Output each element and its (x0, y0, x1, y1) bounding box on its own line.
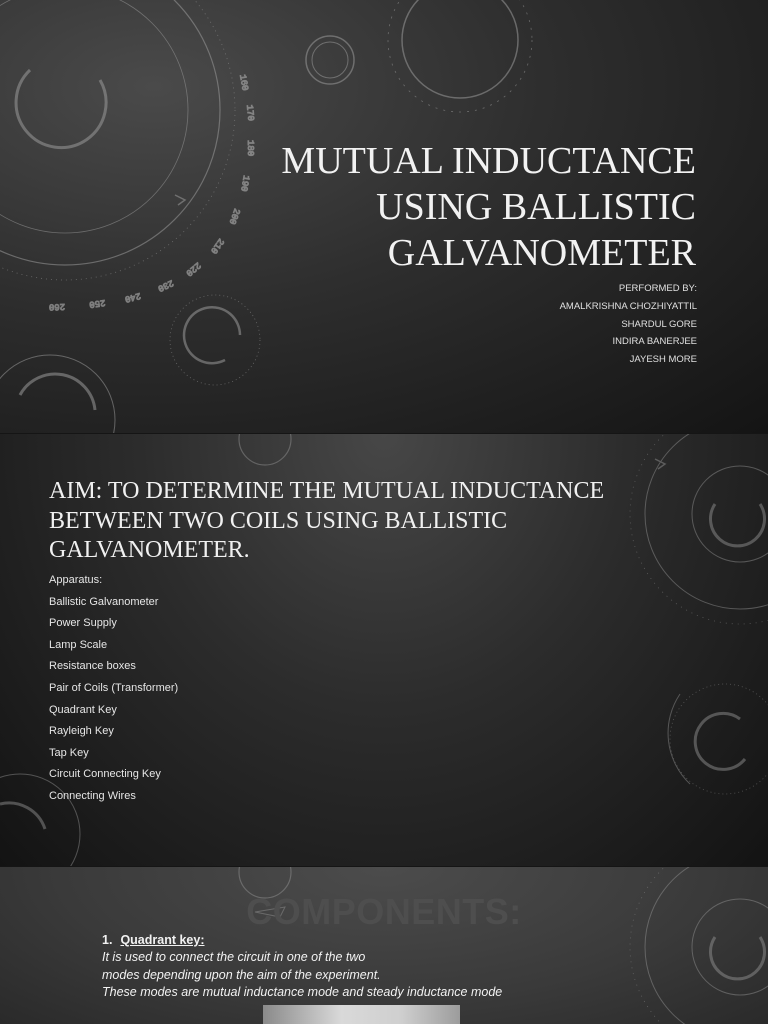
item-number: 1. (102, 933, 113, 947)
member-name: AMALKRISHNA CHOZHIYATTIL (559, 300, 697, 312)
component-item (102, 933, 205, 947)
aim-slide (0, 434, 768, 866)
list-item: Quadrant Key (49, 703, 117, 716)
list-item: Circuit Connecting Key (49, 768, 161, 781)
dial-tick-label: 240 (123, 290, 142, 304)
components-heading: COMPONENTS: (246, 891, 522, 932)
components-slide (0, 867, 768, 1024)
title-slide (0, 0, 768, 433)
list-item: Lamp Scale (49, 638, 108, 651)
dial-tick-label: 230 (156, 277, 175, 294)
dial-tick-label: 170 (244, 104, 256, 122)
dial-tick-label: 220 (183, 259, 203, 278)
quadrant-key-photo (263, 1005, 460, 1024)
list-item: Ballistic Galvanometer (49, 595, 159, 608)
dial-tick-label: 250 (88, 297, 106, 310)
dial-tick-label: 260 (48, 301, 66, 312)
component-name: Quadrant key: (120, 933, 205, 947)
credits-block (560, 280, 697, 369)
aim-line: AIM: TO DETERMINE THE MUTUAL INDUCTANCE (49, 478, 605, 504)
dial-tick-label: 190 (238, 174, 251, 193)
title-line: USING BALLISTIC (376, 186, 696, 228)
member-name: JAYESH MORE (629, 354, 697, 366)
presentation-title (136, 138, 696, 276)
description-line: modes depending upon the aim of the experiment. (102, 967, 381, 982)
component-description (102, 949, 502, 1002)
apparatus-list (49, 570, 178, 808)
list-item: Power Supply (49, 617, 117, 630)
dial-tick-label: 180 (245, 140, 255, 157)
list-item: Resistance boxes (49, 660, 136, 673)
list-item: Tap Key (49, 746, 89, 759)
member-name: INDIRA BANERJEE (612, 336, 697, 348)
aim-line: GALVANOMETER. (49, 537, 250, 563)
dial-tick-label: 160 (237, 73, 250, 92)
description-line: These modes are mutual inductance mode and steady inductance mode (102, 985, 503, 999)
aim-heading (49, 477, 649, 566)
dial-tick-label: 200 (226, 206, 242, 226)
title-line: GALVANOMETER (387, 232, 696, 274)
list-item: Connecting Wires (49, 789, 136, 802)
apparatus-heading: Apparatus: (49, 574, 103, 586)
list-item: Rayleigh Key (49, 725, 114, 738)
member-name: SHARDUL GORE (621, 318, 697, 330)
title-line: MUTUAL INDUCTANCE (281, 140, 696, 182)
aim-line: BETWEEN TWO COILS USING BALLISTIC (49, 507, 508, 534)
dial-tick-label: 210 (208, 236, 226, 256)
performed-by-label: PERFORMED BY: (618, 283, 697, 294)
description-line: It is used to connect the circuit in one of the two (102, 950, 366, 964)
list-item: Pair of Coils (Transformer) (49, 681, 179, 694)
